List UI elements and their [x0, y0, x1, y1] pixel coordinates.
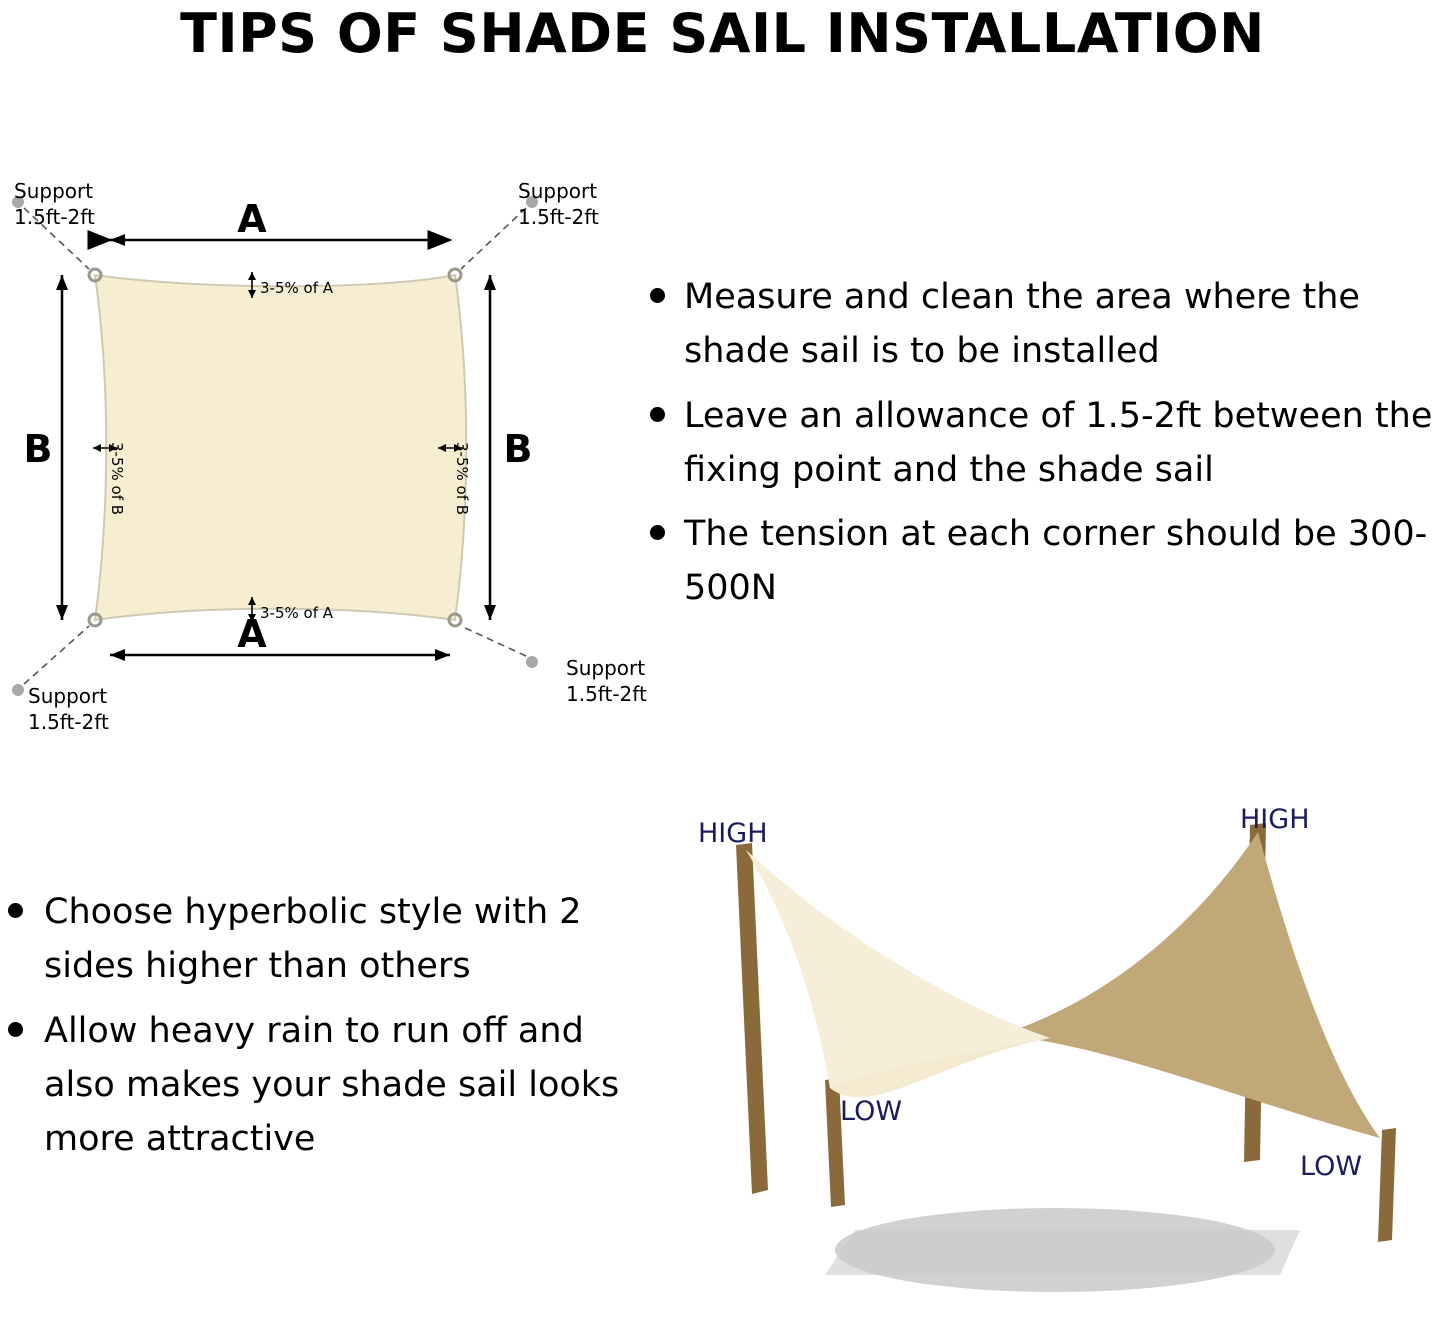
support-dot-bottom-right: [526, 656, 538, 668]
dimension-label-b-left: B: [23, 427, 53, 471]
dimension-label-a-top: A: [237, 197, 267, 241]
list-item: Choose hyperbolic style with 2 sides higher than others: [0, 885, 630, 994]
support-dot-bottom-left: [12, 684, 24, 696]
label-low-left: LOW: [840, 1096, 903, 1127]
dimension-label-a-bottom: A: [237, 612, 267, 656]
support-label-bottom-right-line1: Support: [566, 656, 646, 680]
bottom-tips-list: [0, 885, 630, 1176]
sail-dark: [1000, 832, 1380, 1138]
support-label-bottom-left-line2: 1.5ft-2ft: [28, 710, 109, 730]
post-low-right: [1378, 1128, 1396, 1242]
curve-label-bottom: 3-5% of A: [260, 604, 334, 622]
support-label-top-right-line1: Support: [518, 179, 598, 203]
curve-label-top: 3-5% of A: [260, 279, 334, 297]
list-item: Measure and clean the area where the shade sail is to be installed: [640, 270, 1440, 379]
top-tips-list: [640, 270, 1440, 626]
support-label-top-left-line1: Support: [14, 179, 94, 203]
dimension-label-b-right: B: [503, 427, 533, 471]
shade-sail-measurement-diagram: [0, 150, 650, 730]
label-low-right: LOW: [1300, 1151, 1363, 1182]
post-high-left: [736, 843, 768, 1194]
support-line-top-right: [461, 208, 526, 269]
list-item: Leave an allowance of 1.5-2ft between the fixing point and the shade sail: [640, 389, 1440, 498]
support-label-bottom-right-line2: 1.5ft-2ft: [566, 682, 647, 706]
list-item: The tension at each corner should be 300-500N: [640, 507, 1440, 616]
support-line-bottom-right: [461, 626, 526, 656]
hyperbolic-shade-sail-illustration: [640, 770, 1445, 1319]
list-item: Allow heavy rain to run off and also makes your shade sail looks more attractive: [0, 1004, 630, 1167]
curve-label-left: 3-5% of B: [108, 442, 126, 516]
label-high-right: HIGH: [1240, 804, 1310, 835]
support-label-top-left-line2: 1.5ft-2ft: [14, 205, 95, 229]
curve-label-right: 3-5% of B: [453, 442, 471, 516]
label-high-left: HIGH: [698, 818, 768, 849]
support-label-top-right-line2: 1.5ft-2ft: [518, 205, 599, 229]
ground-shadow-2: [825, 1230, 1300, 1275]
page-title: TIPS OF SHADE SAIL INSTALLATION: [180, 2, 1265, 65]
sail-shape: [95, 275, 466, 620]
sail-light-lower: [746, 850, 1050, 1088]
support-line-bottom-left: [24, 626, 89, 684]
support-label-bottom-left-line1: Support: [28, 684, 108, 708]
